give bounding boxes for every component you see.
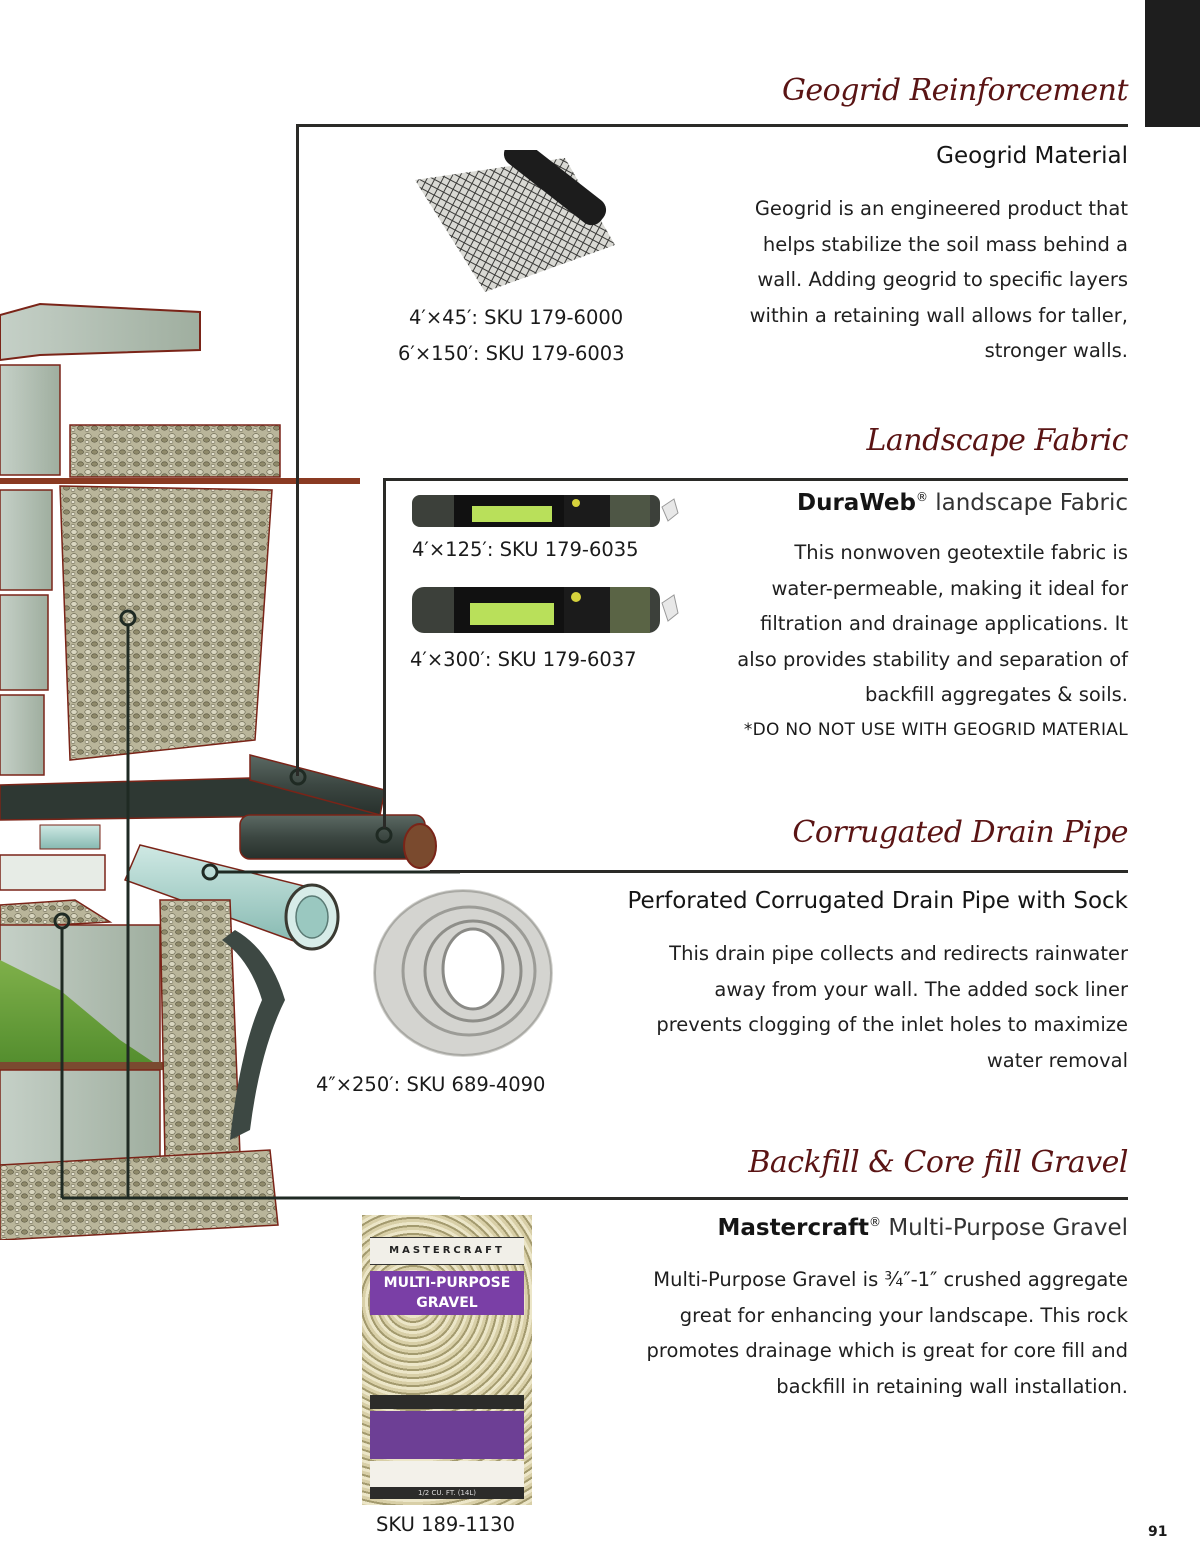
fabric-roll-image-125 — [412, 493, 680, 529]
sku-geogrid-6x150: 6′×150′: SKU 179-6003 — [398, 342, 625, 365]
fabric-roll-image-300 — [412, 585, 680, 635]
geogrid-leader-line — [296, 124, 299, 776]
chapter-tab — [1145, 0, 1200, 127]
section-rule-gravel — [460, 1197, 1128, 1200]
sku-fabric-4x125: 4′×125′: SKU 179-6035 — [412, 538, 639, 561]
bag-volume-label: 1/2 CU. FT. (14L) — [370, 1487, 524, 1499]
geogrid-roll-image — [410, 150, 620, 295]
retaining-wall-cross-section-illustration — [0, 290, 460, 1240]
product-description-gravel: Multi-Purpose Gravel is ¾″-1″ crushed aggregate great for enhancing your landscape. This rock promotes drainage which is great for core fill and backfill in retaining wall installation. — [646, 1268, 1128, 1398]
section-title-drain-pipe: Corrugated Drain Pipe — [792, 815, 1128, 850]
section-title-landscape-fabric: Landscape Fabric — [866, 423, 1128, 458]
sku-drain-pipe: 4″×250′: SKU 689-4090 — [316, 1073, 546, 1096]
section-rule-geogrid — [296, 124, 1128, 127]
bag-info-strip — [370, 1395, 524, 1409]
product-name-mastercraft-gravel: Mastercraft® Multi-Purpose Gravel — [717, 1215, 1128, 1241]
section-title-geogrid: Geogrid Reinforcement — [781, 73, 1128, 108]
sku-fabric-4x300: 4′×300′: SKU 179-6037 — [410, 648, 637, 671]
geogrid-caution-note: *DO NO NOT USE WITH GEOGRID MATERIAL — [743, 720, 1128, 740]
section-rule-drain-pipe — [430, 870, 1128, 873]
product-description-landscape-fabric: This nonwoven geotextile fabric is water-permeable, making it ideal for filtration and drainage applications. It also provides stability and separation of backfill aggregates & soils. — [737, 541, 1128, 706]
section-rule-landscape-fabric — [383, 478, 1128, 481]
bag-product-label: MULTI-PURPOSE GRAVEL — [370, 1271, 524, 1315]
sku-geogrid-4x45: 4′×45′: SKU 179-6000 — [409, 306, 624, 329]
fabric-leader-line — [383, 478, 386, 828]
gravel-bag-image — [362, 1215, 532, 1505]
product-name-drain-pipe: Perforated Corrugated Drain Pipe with Sock — [627, 888, 1128, 914]
page-number: 91 — [1148, 1524, 1168, 1540]
bag-instructions — [370, 1461, 524, 1489]
bag-brand-label: MASTERCRAFT — [370, 1237, 524, 1265]
section-title-gravel: Backfill & Core fill Gravel — [748, 1145, 1128, 1180]
product-description-drain-pipe: This drain pipe collects and redirects rainwater away from your wall. The added sock liner prevents clogging of the inlet holes to maximize water removal — [656, 942, 1128, 1072]
bag-info-panel — [370, 1411, 524, 1459]
drain-pipe-coil-image — [365, 885, 565, 1060]
product-name-duraweb: DuraWeb® landscape Fabric — [796, 490, 1128, 516]
product-description-geogrid: Geogrid is an engineered product that helps stabilize the soil mass behind a wall. Adding geogrid to specific layers within a retaining wall allows for taller, stronger walls. — [749, 197, 1128, 362]
product-name-geogrid: Geogrid Material — [936, 143, 1128, 169]
sku-gravel: SKU 189-1130 — [376, 1513, 515, 1536]
